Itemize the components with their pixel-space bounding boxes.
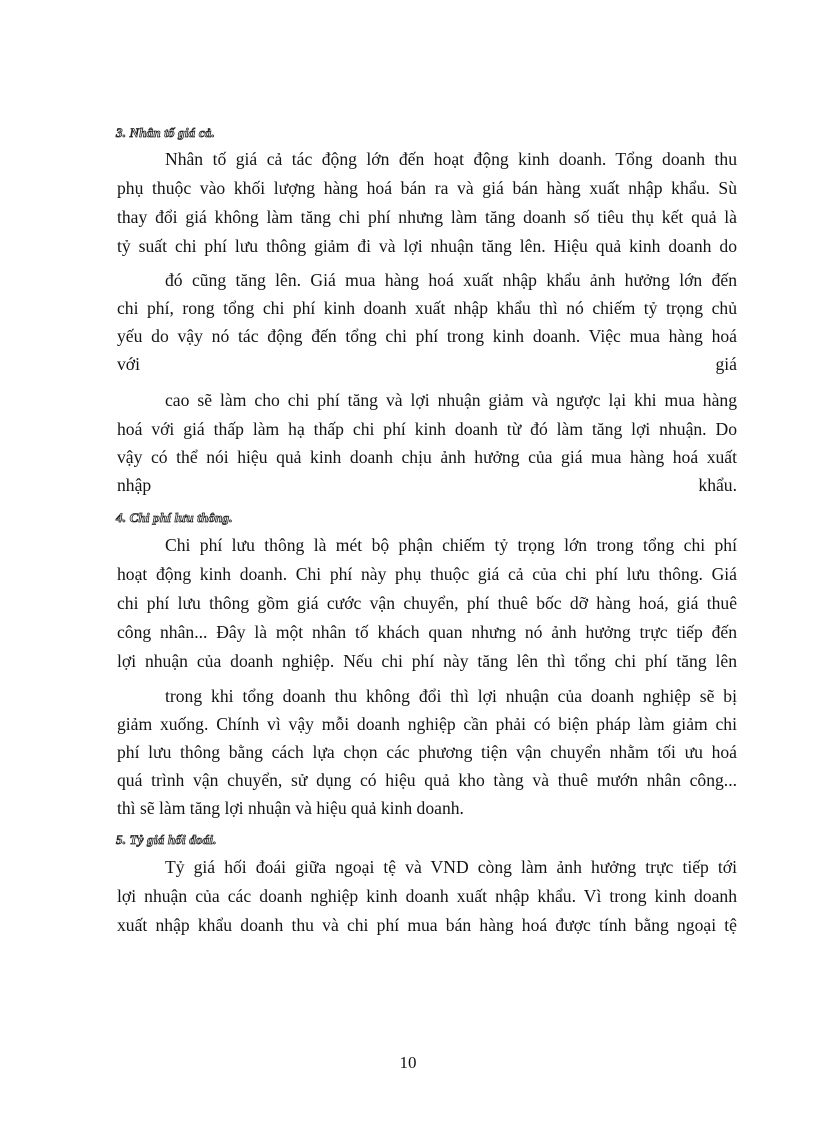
paragraph-line: phụ thuộc vào khối lượng hàng hoá bán ra và giá bán hàng xuất nhập khẩu. Sù	[117, 178, 737, 198]
paragraph-line: cao sẽ làm cho chi phí tăng và lợi nhuận giảm và ngược lại khi mua hàng	[165, 390, 737, 410]
paragraph-line: giảm xuống. Chính vì vậy mỗi doanh nghiệp cần phải có biện pháp làm giảm chi	[117, 714, 737, 734]
line-left-word: với	[117, 354, 140, 374]
line-right-word: khẩu.	[698, 475, 737, 495]
paragraph-line: đó cũng tăng lên. Giá mua hàng hoá xuất nhập khẩu ảnh hưởng lớn đến	[165, 270, 737, 290]
paragraph-line: Tỷ giá hối đoái giữa ngoại tệ và VND còng làm ảnh hưởng trực tiếp tới	[165, 857, 737, 877]
line-right-word: giá	[715, 354, 737, 374]
paragraph-line: công nhân... Đây là một nhân tố khách quan nhưng nó ảnh hưởng trực tiếp đến	[117, 622, 737, 642]
paragraph-line: Nhân tố giá cả tác động lớn đến hoạt động kinh doanh. Tổng doanh thu	[165, 149, 737, 169]
page-number: 10	[399, 1053, 417, 1072]
paragraph-line: vậy có thể nói hiệu quả kinh doanh chịu ảnh hưởng của giá mua hàng hoá xuất	[117, 447, 737, 467]
paragraph-line: chi phí lưu thông gồm giá cước vận chuyển, phí thuê bốc dỡ hàng hoá, giá thuê	[117, 593, 737, 613]
line-left-word: nhập	[117, 475, 152, 495]
paragraph-line: phí lưu thông bằng cách lựa chọn các phương tiện vận chuyển nhằm tối ưu hoá	[117, 742, 737, 762]
paragraph-line: trong khi tổng doanh thu không đổi thì lợi nhuận của doanh nghiệp sẽ bị	[165, 686, 737, 706]
paragraph-line: chi phí, rong tổng chi phí kinh doanh xuất nhập khẩu thì nó chiếm tỷ trọng chủ	[117, 298, 737, 318]
paragraph-line-last: thì sẽ làm tăng lợi nhuận và hiệu quả kinh doanh.	[117, 798, 464, 818]
paragraph-line: Chi phí lưu thông là mét bộ phận chiếm tỷ trọng lớn trong tổng chi phí	[165, 535, 737, 555]
paragraph-line: tỷ suất chi phí lưu thông giảm đi và lợi nhuận tăng lên. Hiệu quả kinh doanh do	[117, 236, 737, 256]
paragraph-line: yếu do vậy nó tác động đến tổng chi phí trong kinh doanh. Việc mua hàng hoá	[117, 326, 737, 346]
paragraph-line: lợi nhuận của doanh nghiệp. Nếu chi phí này tăng lên thì tổng chi phí tăng lên	[117, 651, 737, 671]
paragraph-line-split	[117, 353, 737, 375]
paragraph-line: thay đổi giá không làm tăng chi phí nhưng làm tăng doanh số tiêu thụ kết quả là	[117, 207, 737, 227]
section-heading-price-factor: 3. Nhân tố giá cả.	[116, 125, 215, 140]
paragraph-line: xuất nhập khẩu doanh thu và chi phí mua bán hàng hoá được tính bằng ngoại tệ	[117, 915, 737, 935]
paragraph-line-split	[117, 474, 737, 496]
paragraph-line: hoá với giá thấp làm hạ thấp chi phí kinh doanh từ đó làm tăng lợi nhuận. Do	[117, 419, 737, 439]
paragraph-line: hoạt động kinh doanh. Chi phí này phụ thuộc giá cả của chi phí lưu thông. Giá	[117, 564, 737, 584]
paragraph-line: lợi nhuận của các doanh nghiệp kinh doanh xuất nhập khẩu. Vì trong kinh doanh	[117, 886, 737, 906]
paragraph-line: quá trình vận chuyển, sử dụng có hiệu quả kho tàng và thuê mướn nhân công...	[117, 770, 737, 790]
section-heading-circulation-cost: 4. Chi phí lưu thông.	[116, 510, 233, 525]
section-heading-exchange-rate: 5. Tỷ giá hối đoái.	[116, 832, 217, 847]
